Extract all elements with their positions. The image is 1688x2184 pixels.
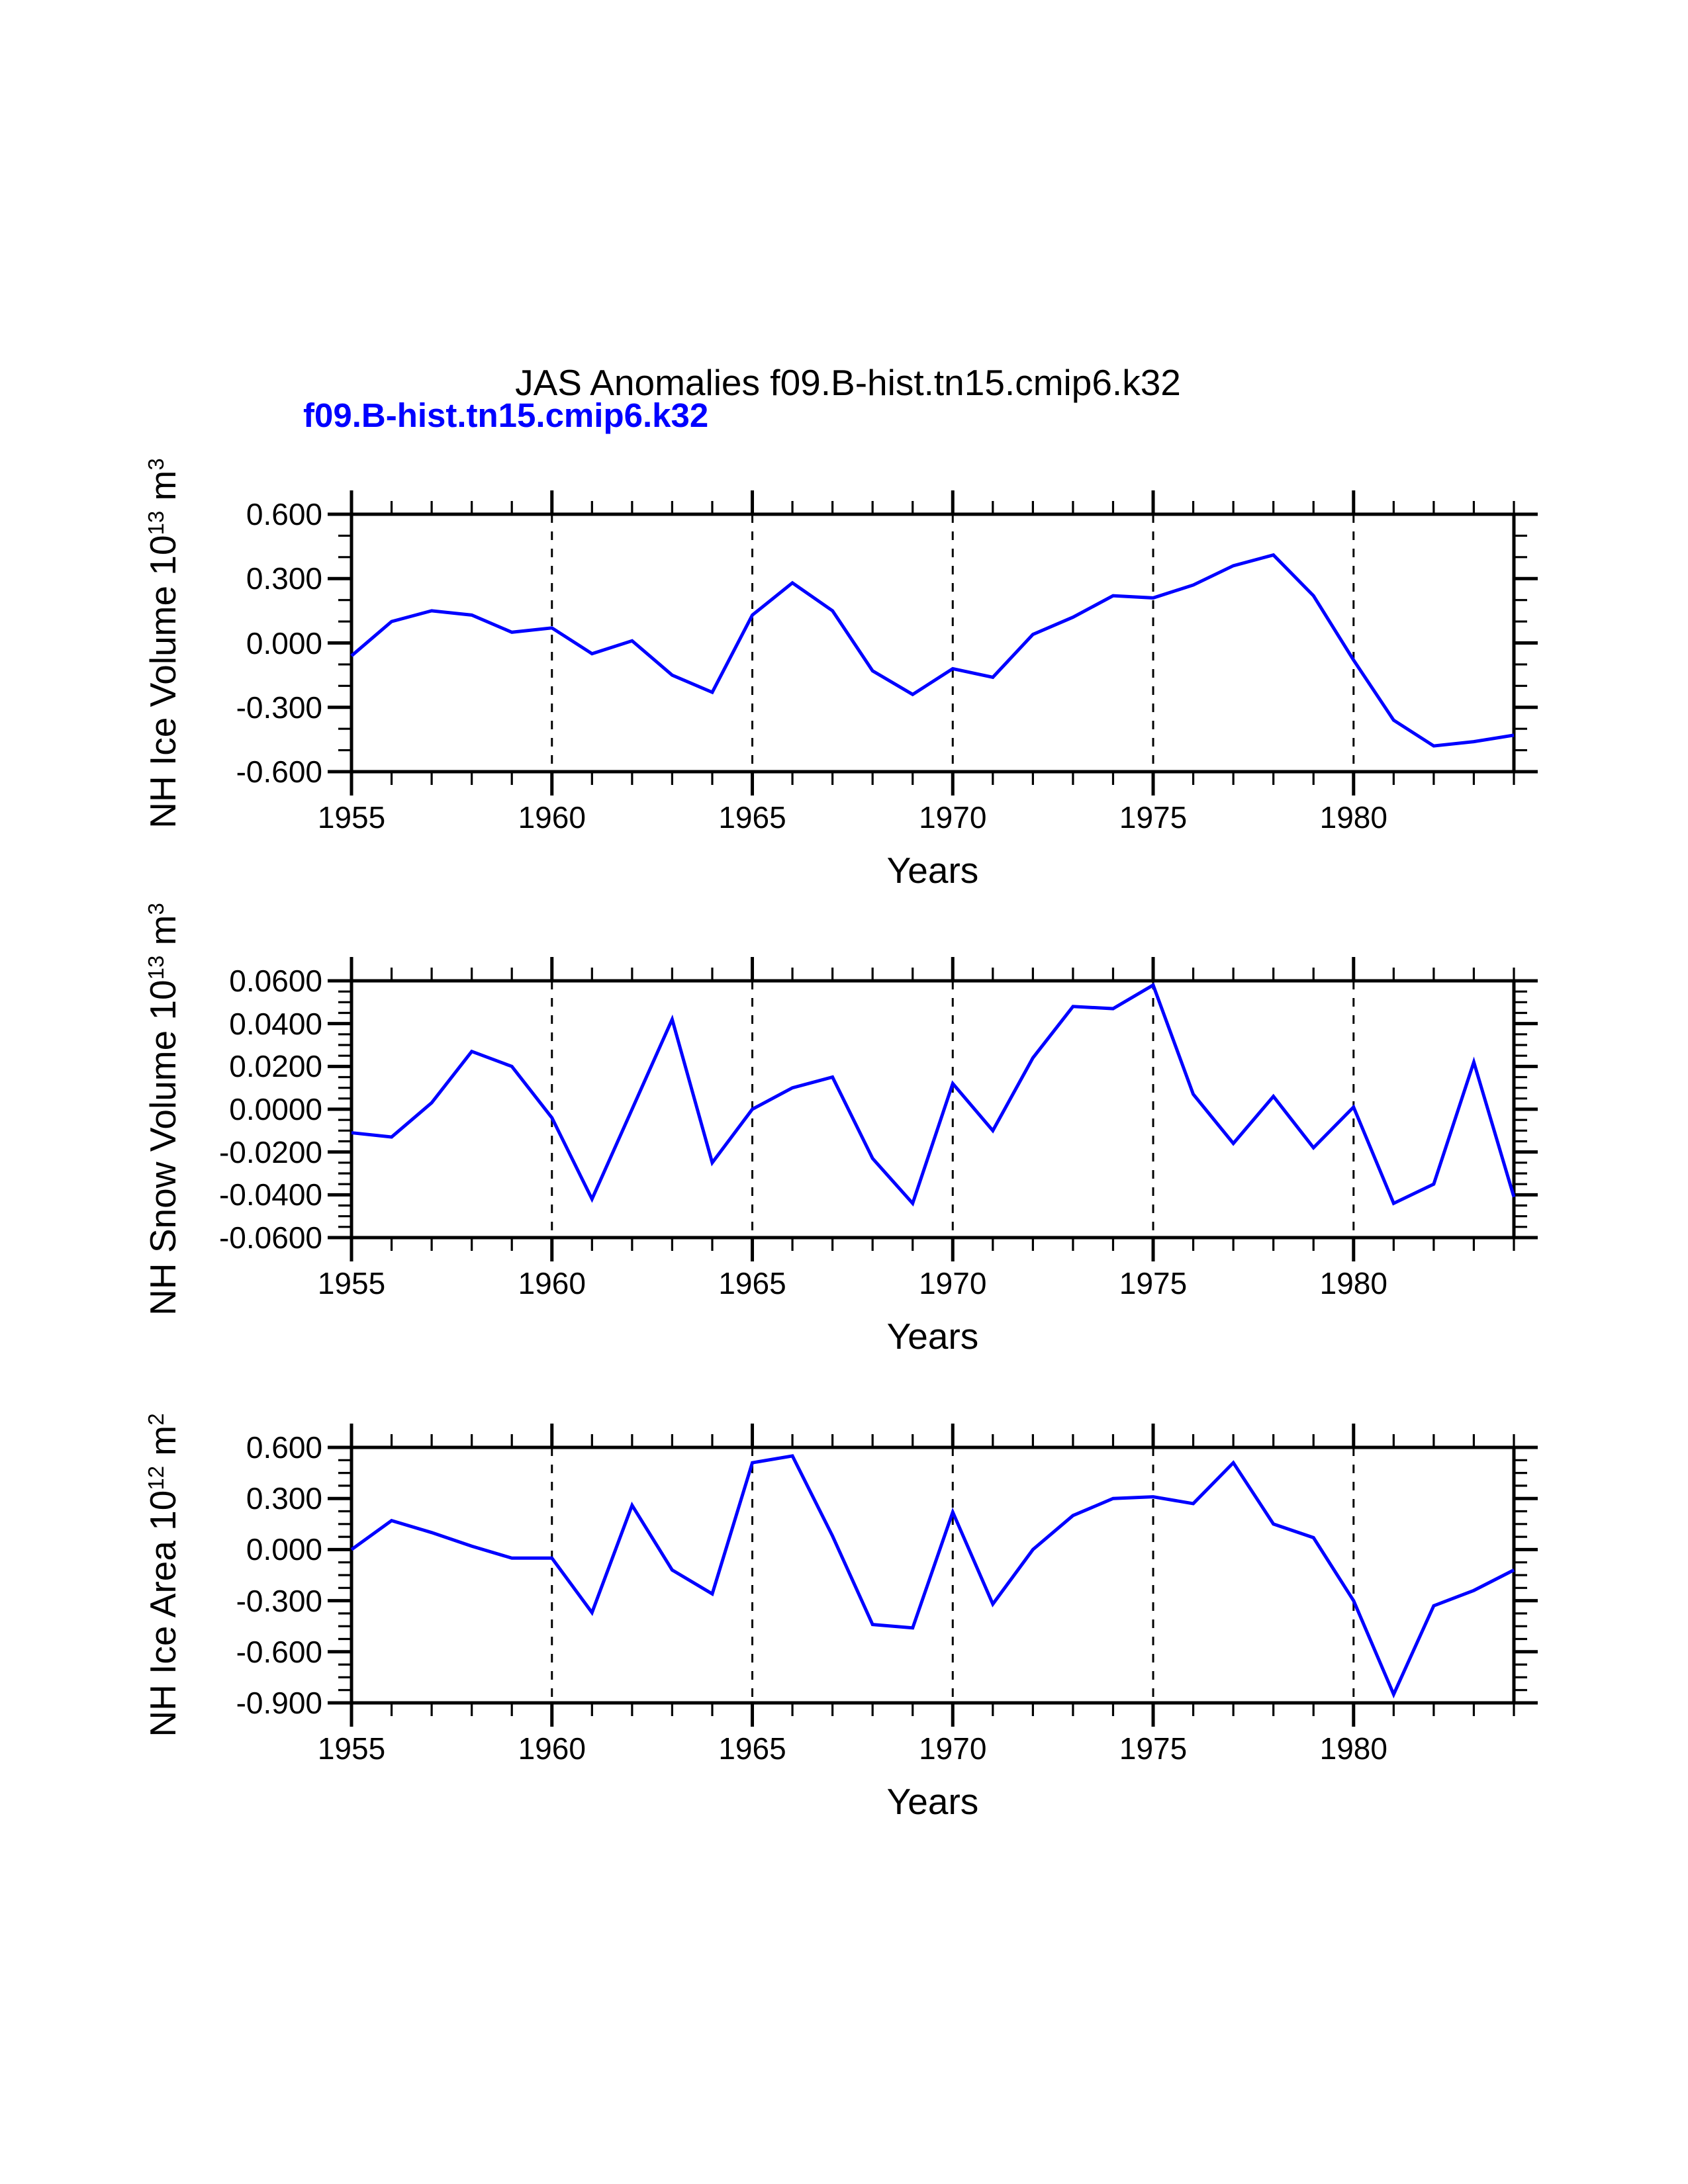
y-tick-label: 0.600 (246, 1430, 322, 1465)
x-tick-label: 1960 (518, 1266, 586, 1300)
y-axis-title: NH Snow Volume $10^{13}$ $m^3$ (142, 903, 183, 1316)
legend-case-label: f09.B-hist.tn15.cmip6.k32 (303, 396, 709, 434)
x-tick-label: 1955 (317, 1266, 386, 1300)
x-tick-label: 1970 (919, 1731, 987, 1766)
x-tick-label: 1955 (317, 1731, 386, 1766)
x-tick-label: 1960 (518, 800, 586, 835)
y-tick-label: -0.0600 (218, 1220, 322, 1255)
x-tick-label: 1975 (1119, 1266, 1188, 1300)
y-tick-label: 0.0400 (229, 1006, 322, 1041)
y-tick-label: -0.300 (236, 690, 322, 725)
data-series-line (352, 1456, 1514, 1694)
data-series-line (352, 985, 1514, 1203)
y-tick-label: 0.000 (246, 625, 322, 660)
x-tick-label: 1980 (1319, 1266, 1387, 1300)
y-tick-label: 0.300 (246, 1481, 322, 1516)
nh-ice-area-plot (292, 1388, 1573, 1762)
y-tick-label: -0.600 (236, 1634, 322, 1669)
y-tick-label: 0.0600 (229, 964, 322, 998)
nh-snow-volume-plot (292, 921, 1573, 1297)
x-axis-title: Years (886, 1316, 979, 1357)
y-tick-label: 0.300 (246, 561, 322, 596)
x-tick-label: 1965 (718, 1731, 786, 1766)
y-axis-title: NH Ice Volume $10^{13}$ $m^3$ (142, 457, 183, 829)
x-tick-label: 1965 (718, 800, 786, 835)
x-tick-label: 1955 (317, 800, 386, 835)
x-tick-label: 1970 (919, 1266, 987, 1300)
y-tick-label: -0.0400 (218, 1177, 322, 1212)
y-tick-label: -0.0200 (218, 1134, 322, 1169)
x-axis-title: Years (886, 1781, 979, 1822)
x-tick-label: 1980 (1319, 1731, 1387, 1766)
y-tick-label: 0.0000 (229, 1092, 322, 1126)
x-tick-label: 1970 (919, 800, 987, 835)
plot-title: JAS Anomalies f09.B-hist.tn15.cmip6.k32 (515, 362, 1181, 403)
x-tick-label: 1975 (1119, 1731, 1188, 1766)
plot-box (352, 514, 1514, 772)
y-tick-label: -0.900 (236, 1686, 322, 1720)
plot-box (352, 1447, 1514, 1703)
data-series-line (352, 555, 1514, 747)
y-tick-label: 0.0200 (229, 1049, 322, 1084)
plot-box (352, 981, 1514, 1238)
y-tick-label: -0.600 (236, 754, 322, 789)
nh-ice-volume-plot (292, 455, 1573, 831)
y-tick-label: -0.300 (236, 1583, 322, 1618)
x-axis-title: Years (886, 850, 979, 891)
y-tick-label: 0.600 (246, 497, 322, 531)
y-tick-label: 0.000 (246, 1532, 322, 1567)
y-axis-title: NH Ice Area $10^{12}$ $m^2$ (142, 1413, 183, 1737)
x-tick-label: 1980 (1319, 800, 1387, 835)
x-tick-label: 1960 (518, 1731, 586, 1766)
x-tick-label: 1965 (718, 1266, 786, 1300)
x-tick-label: 1975 (1119, 800, 1188, 835)
